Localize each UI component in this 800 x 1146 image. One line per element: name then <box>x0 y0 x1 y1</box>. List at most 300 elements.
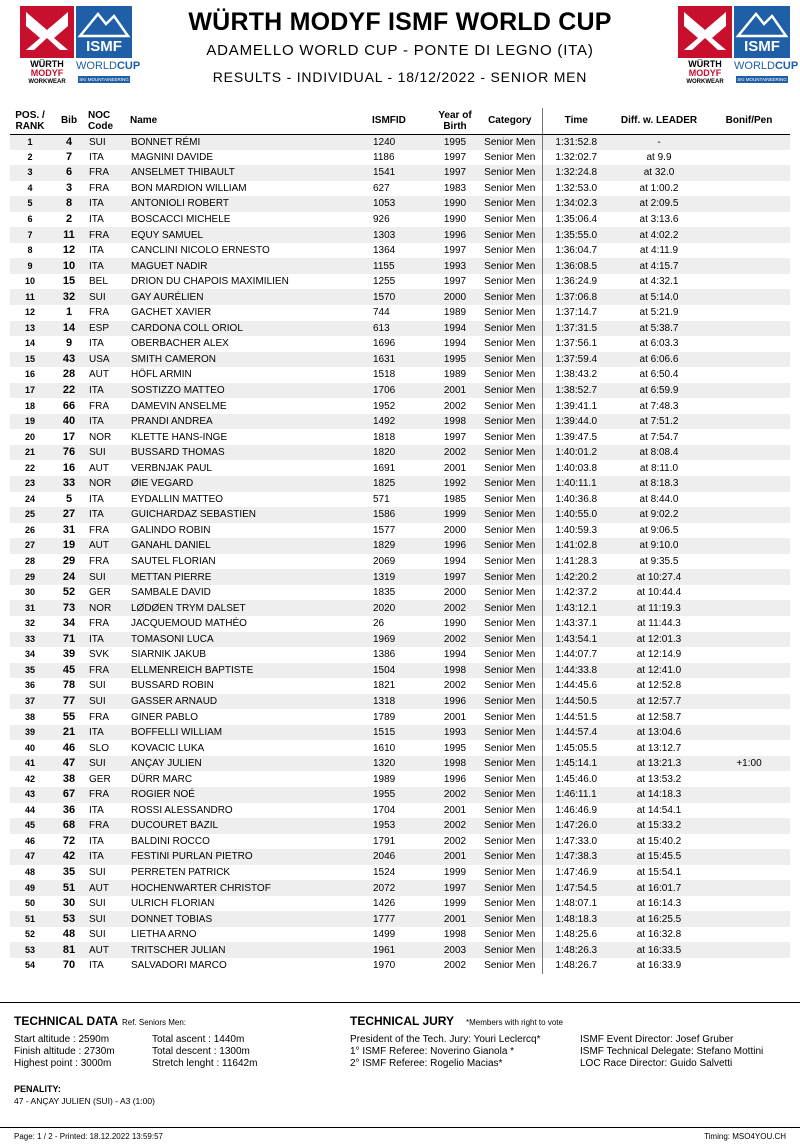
cell-category: Senior Men <box>478 321 542 337</box>
cell-bib: 51 <box>50 880 88 896</box>
cell-name: SAUTEL FLORIAN <box>131 556 216 568</box>
table-row <box>10 678 790 694</box>
cell-bonif-pen <box>708 445 790 461</box>
cell-noc: FRA <box>88 818 130 834</box>
jury-referee-1: 1° ISMF Referee: Noverino Gianola * <box>350 1046 515 1057</box>
cell-ismfid: 571 <box>373 493 390 505</box>
col-header-bib: Bib <box>50 108 88 134</box>
cell-pos: 8 <box>27 245 33 256</box>
penality-section <box>14 1084 155 1106</box>
cell-ismfid: 1155 <box>372 258 432 274</box>
cell-year-of-birth: 1996 <box>443 773 467 785</box>
cell-noc: AUT <box>88 942 130 958</box>
cell-ismfid: 1820 <box>372 445 432 461</box>
cell-bonif-pen <box>708 787 790 803</box>
cell-bib: 46 <box>62 741 76 754</box>
cell-ismfid: 1691 <box>373 462 396 474</box>
world-cup-wordmark: WORLDCUP <box>734 60 799 72</box>
cell-year-of-birth: 1996 <box>432 227 478 243</box>
cell-noc: SUI <box>88 756 130 772</box>
cell-name: GACHET XAVIER <box>131 307 212 319</box>
cell-pos: 23 <box>10 476 50 492</box>
cell-noc: NOR <box>89 431 112 443</box>
cell-name: ANSELMET THIBAULT <box>130 165 372 181</box>
document-title: WÜRTH MODYF ISMF WORLD CUP <box>188 8 612 36</box>
cell-time: 1:48:26.3 <box>542 942 610 958</box>
cell-year-of-birth: 1990 <box>443 214 467 225</box>
cell-diff: at 13:53.2 <box>636 773 682 785</box>
cell-ismfid: 1961 <box>372 942 432 958</box>
technical-jury-heading: TECHNICAL JURY <box>350 1014 455 1028</box>
ski-mountaineering-tag: SKI MOUNTAINEERING <box>737 77 787 82</box>
cell-bib: 9 <box>65 337 73 350</box>
cell-diff: at 9.9 <box>646 151 672 163</box>
cell-pos: 20 <box>24 431 35 442</box>
cell-noc: FRA <box>89 618 109 630</box>
cell-bonif-pen <box>708 181 790 197</box>
cell-noc: AUT <box>88 538 130 554</box>
table-row <box>10 616 790 632</box>
table-row <box>10 709 790 725</box>
cell-name: TRITSCHER JULIAN <box>130 942 372 958</box>
cell-year-of-birth: 1998 <box>443 929 467 941</box>
cell-bib: 22 <box>50 383 88 399</box>
cell-category: Senior Men <box>478 600 542 616</box>
cell-noc: SVK <box>89 649 110 661</box>
cell-time: 1:37:56.1 <box>542 336 610 352</box>
cell-noc: AUT <box>88 880 130 896</box>
table-row <box>10 725 790 741</box>
table-row <box>10 429 790 445</box>
cell-bonif-pen <box>708 554 790 570</box>
cell-bib: 66 <box>62 399 76 412</box>
cell-category: Senior Men <box>484 804 536 816</box>
cell-bonif-pen <box>708 383 790 399</box>
cell-ismfid: 1319 <box>372 569 432 585</box>
cell-year-of-birth: 1990 <box>443 618 467 630</box>
table-row <box>10 818 790 834</box>
cell-category: Senior Men <box>484 431 536 443</box>
cell-name: ULRICH FLORIAN <box>131 898 215 910</box>
cell-noc: SUI <box>89 898 106 910</box>
cell-name: LØDØEN TRYM DALSET <box>130 600 372 616</box>
cell-year-of-birth: 2000 <box>443 524 467 536</box>
cell-category: Senior Men <box>478 134 542 150</box>
cell-name: DUCOURET BAZIL <box>130 818 372 834</box>
cell-pos: 13 <box>10 321 50 337</box>
cell-diff: at 12:01.3 <box>610 632 708 648</box>
cell-bib: 39 <box>62 648 76 661</box>
cell-year-of-birth: 1997 <box>432 880 478 896</box>
cell-ismfid: 1240 <box>372 134 432 150</box>
cell-noc: ITA <box>88 414 130 430</box>
cell-name: GALINDO ROBIN <box>131 524 211 536</box>
cell-time: 1:44:57.4 <box>542 725 610 741</box>
cell-ismfid: 1577 <box>373 524 396 536</box>
cell-pos: 40 <box>24 742 35 753</box>
cell-diff: at 4:02.2 <box>610 227 708 243</box>
cell-time: 1:42:37.2 <box>542 585 610 601</box>
cell-time: 1:43:12.1 <box>542 600 610 616</box>
page-info: Page: 1 / 2 - Printed: 18.12.2022 13:59:57 <box>14 1132 163 1141</box>
cell-name: SIARNIK JAKUB <box>131 649 207 661</box>
cell-name: ROSSI ALESSANDRO <box>131 804 233 816</box>
cell-category: Senior Men <box>478 258 542 274</box>
cell-category: Senior Men <box>484 556 536 568</box>
cell-category: Senior Men <box>478 818 542 834</box>
cell-name: PERRETEN PATRICK <box>131 866 231 878</box>
col-header-category: Category <box>478 108 542 134</box>
cell-ismfid: 744 <box>373 307 390 319</box>
cell-time: 1:48:18.3 <box>542 911 610 927</box>
cell-year-of-birth: 1989 <box>443 307 467 319</box>
loc-race-director: LOC Race Director: Guido Salvetti <box>580 1058 733 1069</box>
cell-bonif-pen <box>708 305 790 321</box>
mountain-icon <box>76 6 132 38</box>
cell-time: 1:46:11.1 <box>542 787 610 803</box>
cell-bonif-pen <box>708 367 790 383</box>
table-row <box>10 787 790 803</box>
table-row <box>10 321 790 337</box>
cell-bonif-pen <box>708 523 790 539</box>
table-row <box>10 258 790 274</box>
cell-diff: at 5:14.0 <box>610 289 708 305</box>
col-header-year-of-birth: Year of Birth <box>432 108 478 134</box>
cell-noc: ITA <box>89 960 104 972</box>
col-header-time: Time <box>542 108 610 134</box>
cell-diff: - <box>610 134 708 150</box>
cell-bib: 19 <box>50 538 88 554</box>
cell-bib: 40 <box>50 414 88 430</box>
cell-name: HÖFL ARMIN <box>131 369 192 381</box>
cell-category: Senior Men <box>478 507 542 523</box>
cell-diff: at 9:06.5 <box>639 524 679 536</box>
cell-name: ANÇAY JULIEN <box>130 756 372 772</box>
cell-bonif-pen <box>708 243 790 259</box>
technical-data-left <box>14 1034 115 1070</box>
cell-ismfid: 1829 <box>372 538 432 554</box>
cell-time: 1:37:14.7 <box>542 305 610 321</box>
cell-time: 1:40:36.8 <box>542 492 610 508</box>
cell-ismfid: 1518 <box>373 369 396 381</box>
cell-bonif-pen <box>708 958 790 974</box>
cell-diff: at 8:18.3 <box>610 476 708 492</box>
cell-pos: 49 <box>10 880 50 896</box>
cell-bib: 81 <box>50 942 88 958</box>
cell-bonif-pen <box>708 289 790 305</box>
cell-name: GAY AURÉLIEN <box>130 289 372 305</box>
cell-ismfid: 1492 <box>372 414 432 430</box>
cell-category: Senior Men <box>484 587 536 599</box>
cell-bib: 4 <box>50 134 88 150</box>
cell-name: JACQUEMOUD MATHÉO <box>131 618 247 630</box>
cell-time: 1:46:46.9 <box>542 803 610 819</box>
cell-ismfid: 1791 <box>373 835 396 847</box>
table-header-row <box>10 108 790 134</box>
cell-ismfid: 1952 <box>373 400 396 412</box>
cell-pos: 44 <box>24 804 35 815</box>
cell-noc: GER <box>89 773 111 785</box>
cell-time: 1:40:01.2 <box>542 445 610 461</box>
cell-time: 1:36:04.7 <box>542 243 610 259</box>
results-line: RESULTS - INDIVIDUAL - 18/12/2022 - SENIOR MEN <box>212 69 588 85</box>
cell-time: 1:44:50.5 <box>542 694 610 710</box>
cell-diff: at 9:02.2 <box>610 507 708 523</box>
cell-category: Senior Men <box>478 289 542 305</box>
table-row <box>10 336 790 352</box>
cell-year-of-birth: 1997 <box>443 245 467 257</box>
table-row <box>10 740 790 756</box>
cell-pos: 21 <box>10 445 50 461</box>
cell-noc: NOR <box>88 600 130 616</box>
cell-bonif-pen <box>708 896 790 912</box>
cell-diff: at 8:11.0 <box>639 462 679 474</box>
cell-pos: 9 <box>10 258 50 274</box>
cell-bib: 1 <box>65 306 73 319</box>
cell-bib: 32 <box>50 289 88 305</box>
penality-title: PENALITY: <box>14 1084 61 1094</box>
cell-category: Senior Men <box>478 880 542 896</box>
cell-category: Senior Men <box>484 524 536 536</box>
cell-time: 1:44:07.7 <box>542 647 610 663</box>
cell-name: KOVACIC LUKA <box>131 742 205 754</box>
cell-noc: FRA <box>89 556 109 568</box>
cell-pos: 15 <box>10 352 50 368</box>
cell-noc: SUI <box>89 929 106 941</box>
stretch-length: Stretch lenght : 11642m <box>152 1058 258 1069</box>
cell-bib: 30 <box>62 897 76 910</box>
cell-bonif-pen <box>708 725 790 741</box>
technical-jury-members <box>350 1034 540 1070</box>
cell-diff: at 4:11.9 <box>639 245 679 257</box>
cell-bonif-pen <box>708 694 790 710</box>
cell-bonif-pen <box>708 134 790 150</box>
table-row <box>10 507 790 523</box>
cell-name: KLETTE HANS-INGE <box>131 431 228 443</box>
cell-pos: 18 <box>24 400 35 411</box>
cell-bonif-pen <box>708 460 790 476</box>
col-header-diff: Diff. w. LEADER <box>610 108 708 134</box>
cell-noc: ITA <box>88 849 130 865</box>
cell-year-of-birth: 1993 <box>432 725 478 741</box>
cell-diff: at 2:09.5 <box>610 196 708 212</box>
cell-name: SMITH CAMERON <box>130 352 372 368</box>
cell-pos: 10 <box>24 276 35 287</box>
jury-referee-2: 2° ISMF Referee: Rogelio Macias* <box>350 1058 503 1069</box>
cell-category: Senior Men <box>484 773 536 785</box>
cell-time: 1:39:44.0 <box>542 414 610 430</box>
cell-noc: ITA <box>88 383 130 399</box>
cell-year-of-birth: 1990 <box>432 196 478 212</box>
cell-ismfid: 1953 <box>372 818 432 834</box>
cell-ismfid: 26 <box>373 618 385 630</box>
cell-ismfid: 1524 <box>373 866 396 878</box>
cell-pos: 43 <box>10 787 50 803</box>
cell-year-of-birth: 1985 <box>443 493 467 505</box>
table-row <box>10 352 790 368</box>
cell-bib: 8 <box>50 196 88 212</box>
cell-bib: 12 <box>62 244 76 257</box>
cell-bib: 43 <box>50 352 88 368</box>
cell-pos: 42 <box>24 773 35 784</box>
cell-year-of-birth: 2001 <box>443 711 467 723</box>
cell-bib: 72 <box>62 834 76 847</box>
cell-pos: 17 <box>10 383 50 399</box>
cell-time: 1:42:20.2 <box>542 569 610 585</box>
cell-bonif-pen <box>708 258 790 274</box>
cell-diff: at 12:58.7 <box>636 711 682 723</box>
cell-noc: SLO <box>89 742 110 754</box>
cell-time: 1:47:46.9 <box>542 865 610 881</box>
cell-year-of-birth: 1989 <box>443 369 467 381</box>
world-cup-wordmark: WORLDCUP <box>76 60 141 72</box>
cell-bib: 6 <box>50 165 88 181</box>
cell-diff: at 11:19.3 <box>610 600 708 616</box>
table-row <box>10 445 790 461</box>
cell-name: ANTONIOLI ROBERT <box>130 196 372 212</box>
cell-ismfid: 1789 <box>373 711 396 723</box>
cell-ismfid: 613 <box>372 321 432 337</box>
cell-noc: FRA <box>89 307 109 319</box>
cell-time: 1:47:38.3 <box>542 849 610 865</box>
cell-bonif-pen <box>708 678 790 694</box>
cell-ismfid: 1989 <box>373 773 396 785</box>
table-row <box>10 834 790 850</box>
cell-noc: ITA <box>89 151 104 163</box>
cell-diff: at 7:54.7 <box>639 431 679 443</box>
cell-diff: at 15:40.2 <box>636 835 682 847</box>
technical-data-title <box>14 1014 186 1028</box>
table-row <box>10 958 790 974</box>
cell-bonif-pen <box>708 834 790 850</box>
cell-bib: 11 <box>50 227 88 243</box>
cell-ismfid: 1631 <box>372 352 432 368</box>
cell-ismfid: 1303 <box>372 227 432 243</box>
cell-diff: at 5:21.9 <box>639 307 679 319</box>
cell-category: Senior Men <box>478 352 542 368</box>
table-row <box>10 632 790 648</box>
cell-bonif-pen <box>708 336 790 352</box>
cell-year-of-birth: 1999 <box>432 507 478 523</box>
cell-ismfid: 1777 <box>372 911 432 927</box>
table-row <box>10 600 790 616</box>
cell-ismfid: 1186 <box>373 151 395 163</box>
cell-name: DONNET TOBIAS <box>130 911 372 927</box>
cell-name: DRION DU CHAPOIS MAXIMILIEN <box>131 276 289 288</box>
cell-name: EQUY SAMUEL <box>130 227 372 243</box>
table-row <box>10 181 790 197</box>
cell-bonif-pen <box>708 927 790 943</box>
cell-name: OBERBACHER ALEX <box>131 338 229 350</box>
cell-year-of-birth: 1993 <box>432 258 478 274</box>
cell-bonif-pen <box>708 911 790 927</box>
cell-bonif-pen <box>708 709 790 725</box>
cell-ismfid: 1053 <box>372 196 432 212</box>
cell-bonif-pen <box>708 632 790 648</box>
cell-noc: ITA <box>89 338 104 350</box>
col-header-name: Name <box>130 108 372 134</box>
cell-pos: 36 <box>24 680 35 691</box>
cell-diff: at 13:04.6 <box>610 725 708 741</box>
cell-year-of-birth: 1996 <box>432 538 478 554</box>
cell-ismfid: 1970 <box>373 960 396 972</box>
cell-pos: 47 <box>10 849 50 865</box>
cell-name: MAGUET NADIR <box>130 258 372 274</box>
cell-category: Senior Men <box>478 569 542 585</box>
cell-pos: 54 <box>24 960 35 971</box>
cell-bib: 48 <box>62 928 76 941</box>
cell-year-of-birth: 2002 <box>443 835 467 847</box>
table-row <box>10 165 790 181</box>
cell-diff: at 8:08.4 <box>610 445 708 461</box>
cell-year-of-birth: 2002 <box>443 960 467 972</box>
cell-ismfid: 1426 <box>373 898 396 910</box>
cell-time: 1:39:47.5 <box>542 429 610 445</box>
cell-noc: FRA <box>89 400 109 412</box>
table-row <box>10 414 790 430</box>
cell-diff: at 15:45.5 <box>610 849 708 865</box>
cell-bonif-pen <box>708 942 790 958</box>
col-header-ismfid: ISMFID <box>372 108 432 134</box>
cell-year-of-birth: 1992 <box>432 476 478 492</box>
event-officials <box>580 1034 763 1070</box>
cell-noc: ITA <box>89 214 104 225</box>
cell-pos: 46 <box>24 835 35 846</box>
cell-noc: FRA <box>89 524 109 536</box>
cell-ismfid: 1825 <box>372 476 432 492</box>
cell-category: Senior Men <box>478 632 542 648</box>
cell-time: 1:36:24.9 <box>542 274 610 290</box>
cell-pos: 52 <box>24 929 35 940</box>
cell-pos: 5 <box>10 196 50 212</box>
table-row <box>10 305 790 321</box>
cell-category: Senior Men <box>484 929 536 941</box>
cell-bonif-pen <box>708 429 790 445</box>
cell-time: 1:39:41.1 <box>542 398 610 414</box>
cell-diff: at 4:15.7 <box>610 258 708 274</box>
cell-ismfid: 1504 <box>372 663 432 679</box>
cell-time: 1:40:03.8 <box>542 460 610 476</box>
cell-name: EYDALLIN MATTEO <box>131 493 224 505</box>
mountain-icon <box>734 6 790 38</box>
table-row <box>10 134 790 150</box>
cell-category: Senior Men <box>478 383 542 399</box>
cell-noc: SUI <box>88 445 130 461</box>
cell-diff: at 3:13.6 <box>639 214 679 225</box>
cell-bib: 71 <box>50 632 88 648</box>
cell-ismfid: 1499 <box>373 929 396 941</box>
cell-bib: 15 <box>62 275 76 288</box>
cell-diff: at 13:21.3 <box>610 756 708 772</box>
cell-category: Senior Men <box>484 649 536 661</box>
total-descent: Total descent : 1300m <box>152 1046 250 1057</box>
cell-pos: 14 <box>24 338 35 349</box>
cell-year-of-birth: 2001 <box>432 383 478 399</box>
table-row <box>10 756 790 772</box>
cell-category: Senior Men <box>484 742 536 754</box>
cell-ismfid: 1610 <box>373 742 396 754</box>
cell-bib: 78 <box>62 679 76 692</box>
cell-category: Senior Men <box>478 663 542 679</box>
cell-noc: ITA <box>89 245 104 257</box>
cell-year-of-birth: 1983 <box>443 182 467 194</box>
table-row <box>10 911 790 927</box>
cell-bib: 70 <box>62 959 76 972</box>
table-row <box>10 771 790 787</box>
cell-ismfid: 2046 <box>372 849 432 865</box>
highest-point: Highest point : 3000m <box>14 1058 112 1069</box>
cell-time: 1:40:11.1 <box>542 476 610 492</box>
